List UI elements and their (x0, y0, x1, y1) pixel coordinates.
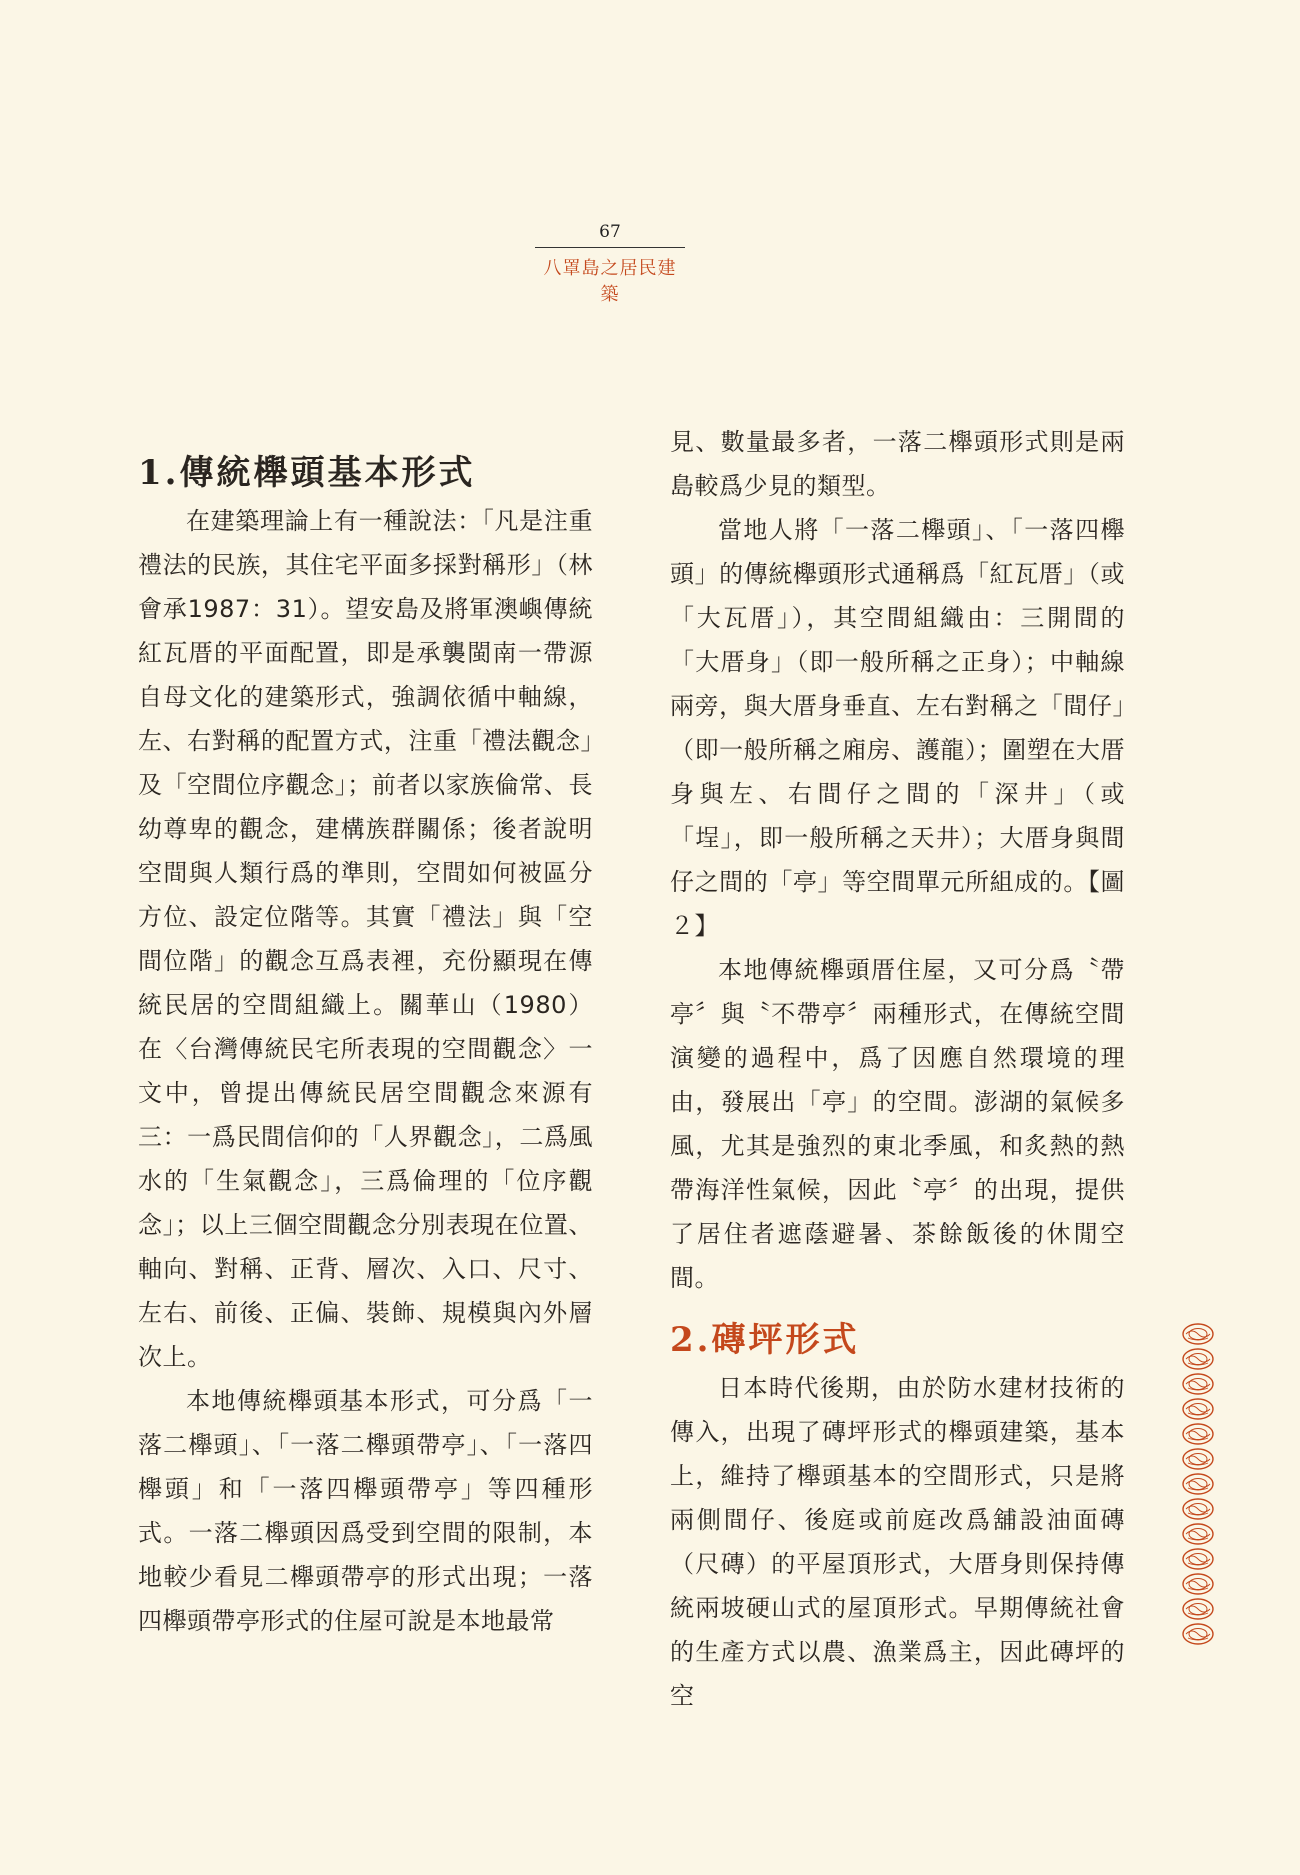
side-ornament (1180, 1322, 1216, 1646)
ornament-medallion-icon (1180, 1322, 1216, 1346)
ornament-medallion-icon (1180, 1447, 1216, 1471)
paragraph: 日本時代後期，由於防水建材技術的傳入，出現了磚坪形式的櫸頭建築，基本上，維持了櫸頭基本的空間形式，只是將兩側間仔、後庭或前庭改爲舖設油面磚（尺磚）的平屋頂形式，大厝身則保持傳統兩坡硬山式的屋頂形式。早期傳統社會的生產方式以農、漁業爲主，因此磚坪的空 (670, 1374, 1125, 1710)
paragraph: 當地人將「一落二櫸頭」、「一落四櫸頭」的傳統櫸頭形式通稱爲「紅瓦厝」（或「大瓦厝」），其空間組織由：三開間的「大厝身」（即一般所稱之正身）；中軸線兩旁，與大厝身垂直、左右對稱之「間仔」（即一般所稱之廂房、護龍）；圍塑在大厝身與左、右間仔之間的「深井」（或「埕」，即一般所稱之天井）；大厝身與間仔之間的「亭」等空間單元所組成的。【圖２】 (670, 516, 1125, 940)
page-number: 67 (599, 222, 621, 242)
ornament-medallion-icon (1180, 1622, 1216, 1646)
running-header (535, 222, 685, 306)
ornament-medallion-icon (1180, 1472, 1216, 1496)
ornament-medallion-icon (1180, 1572, 1216, 1596)
header-rule (535, 247, 685, 248)
ornament-medallion-icon (1180, 1522, 1216, 1546)
ornament-medallion-icon (1180, 1397, 1216, 1421)
paragraph: 在建築理論上有一種說法：「凡是注重禮法的民族，其住宅平面多採對稱形」（林會承1987：31）。望安島及將軍澳嶼傳統紅瓦厝的平面配置，即是承襲閩南一帶源自母文化的建築形式，強調依循中軸線，左、右對稱的配置方式，注重「禮法觀念」及「空間位序觀念」；前者以家族倫常、長幼尊卑的觀念，建構族群關係；後者說明空間與人類行爲的準則，空間如何被區分方位、設定位階等。其實「禮法」與「空間位階」的觀念互爲表裡，充份顯現在傳統民居的空間組織上。關華山（1980）在〈台灣傳統民宅所表現的空間觀念〉一文中，曾提出傳統民居空間觀念來源有三：一爲民間信仰的「人界觀念」，二爲風水的「生氣觀念」，三爲倫理的「位序觀念」；以上三個空間觀念分別表現在位置、軸向、對稱、正背、層次、入口、尺寸、左右、前後、正偏、裝飾、規模與內外層次上。 (138, 507, 593, 1371)
ornament-medallion-icon (1180, 1547, 1216, 1571)
section-heading-2: 2.磚坪形式 (670, 1320, 860, 1360)
paragraph: 本地傳統櫸頭基本形式，可分爲「一落二櫸頭」、「一落二櫸頭帶亭」、「一落四櫸頭」和「一落四櫸頭帶亭」等四種形式。一落二櫸頭因爲受到空間的限制，本地較少看見二櫸頭帶亭的形式出現；一落四櫸頭帶亭形式的住屋可說是本地最常 (138, 1387, 593, 1635)
right-column (670, 420, 1125, 1718)
section-heading-1: 1.傳統櫸頭基本形式 (138, 453, 476, 493)
ornament-medallion-icon (1180, 1497, 1216, 1521)
left-column (138, 455, 593, 1643)
ornament-medallion-icon (1180, 1347, 1216, 1371)
book-title: 八罩島之居民建築 (543, 258, 677, 305)
paragraph-continued: 見、數量最多者，一落二櫸頭形式則是兩島較爲少見的類型。 (670, 428, 1125, 500)
ornament-medallion-icon (1180, 1422, 1216, 1446)
ornament-medallion-icon (1180, 1597, 1216, 1621)
ornament-medallion-icon (1180, 1372, 1216, 1396)
paragraph: 本地傳統櫸頭厝住屋，又可分爲〝帶亭〞與〝不帶亭〞兩種形式，在傳統空間演變的過程中，爲了因應自然環境的理由，發展出「亭」的空間。澎湖的氣候多風，尤其是強烈的東北季風，和炙熱的熱帶海洋性氣候，因此〝亭〞的出現，提供了居住者遮蔭避暑、茶餘飯後的休閒空間。 (670, 956, 1125, 1292)
